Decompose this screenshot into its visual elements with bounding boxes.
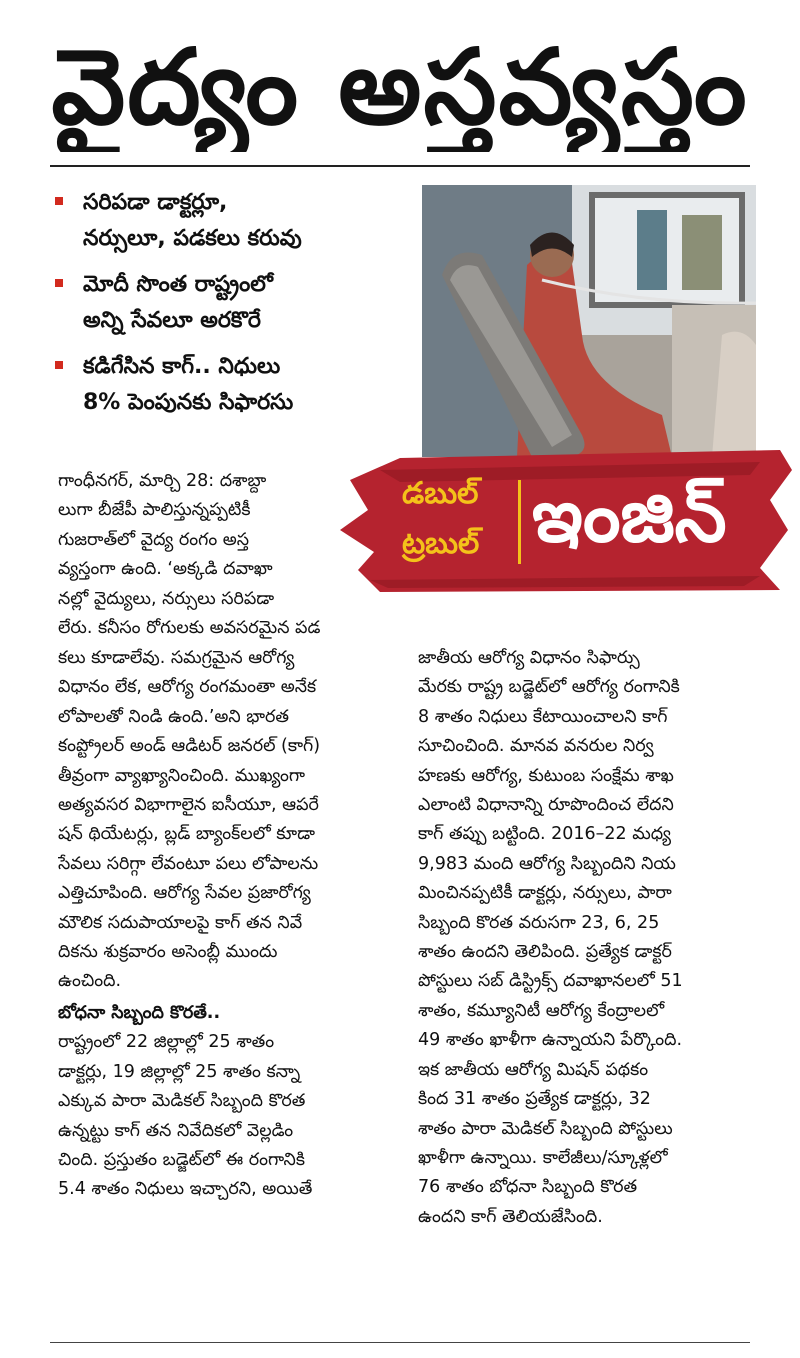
article-line: లేరు. కనీసం రోగులకు అవసరమైన పడ (58, 618, 321, 639)
article-line: నల్లో వైద్యులు, నర్సులు సరిపడా (58, 588, 275, 609)
article-line: సిబ్బంది కొరత వరుసగా 23, 6, 25 (418, 912, 660, 933)
article-line: మౌలిక సదుపాయాలపై కాగ్‌ తన నివే (58, 912, 303, 933)
double-trouble-engine-banner (340, 440, 792, 600)
article-line: 5.4 శాతం నిధులు ఇచ్చారని, అయితే (58, 1179, 313, 1200)
article-line: శాతం, కమ్యూనిటీ ఆరోగ్య కేంద్రాలలో (418, 1000, 665, 1021)
article-line: ఖాళీగా ఉన్నాయి. కాలేజీలు/స్కూళ్లలో (418, 1147, 668, 1168)
banner-engine-label: ఇంజిన్‌ (532, 473, 727, 559)
article-line: మించినప్పటికీ డాక్టర్లు, నర్సులు, పారా (418, 883, 672, 904)
banner-trouble-label: ట్రబుల్‌ (402, 526, 480, 561)
article-line: రాష్ట్రంలో 22 జిల్లాల్లో 25 శాతం (58, 1032, 275, 1053)
bullet-line: 8% పెంపునకు సిఫారసు (83, 390, 294, 415)
article-line: చింది. ప్రస్తుతం బడ్జెట్‌లో ఈ రంగానికి (58, 1149, 305, 1170)
article-line: ఎలాంటి విధానాన్ని రూపొందించ లేదని (418, 795, 674, 816)
article-line: ఇక జాతీయ ఆరోగ్య మిషన్‌ పథకం (418, 1059, 649, 1080)
article-column-left-top (58, 467, 336, 643)
article-line: తీవ్రంగా వ్యాఖ్యానించింది. ముఖ్యంగా (58, 765, 306, 786)
bullet-line: మోదీ సొంత రాష్ట్రంలో (83, 272, 273, 297)
article-line: 76 శాతం బోధనా సిబ్బంది కొరత (418, 1177, 638, 1198)
bullet-line: నర్సులూ, పడకలు కరువు (83, 226, 302, 251)
article-line: పోస్టులు సబ్‌ డిస్ట్రిక్స్‌ దవాఖానలలో 51 (418, 971, 683, 992)
bullet-line: అన్ని సేవలూ అరకొరే (83, 308, 261, 333)
article-line: శాతం ఉందని తెలిపింది. ప్రత్యేక డాక్టర్‌ (418, 942, 672, 963)
banner-double-label: డబుల్‌ (402, 476, 479, 511)
article-line: అత్యవసర విభాగాలైన ఐసీయూ, ఆపరే (58, 795, 319, 816)
article-line: ఉన్నట్టు కాగ్‌ తన నివేదికలో వెల్లడిం (58, 1120, 294, 1141)
article-line: ఉందని కాగ్‌ తెలియజేసింది. (418, 1206, 603, 1227)
article-line: సేవలు సరిగ్గా లేవంటూ పలు లోపాలను (58, 853, 319, 874)
article-line: కలు కూడాలేవు. సమగ్రమైన ఆరోగ్య (58, 648, 295, 668)
bullet-line: సరిపడా డాక్టర్లూ, (83, 190, 228, 215)
article-line: లోపాలతో నిండి ఉంది.’అని భారత (58, 706, 290, 727)
bullet-square-icon (55, 279, 63, 287)
article-line: షన్‌ థియేటర్లు, బ్లడ్‌ బ్యాంక్‌లలో కూడా (58, 824, 315, 845)
headline-rule (50, 165, 750, 167)
article-line: 8 శాతం నిధులు కేటాయించాలని కాగ్‌ (418, 706, 668, 727)
banner-divider (518, 480, 521, 564)
article-line: ఎత్తిచూపింది. ఆరోగ్య సేవల ప్రజారోగ్య (58, 883, 311, 904)
article-line: కాగ్‌ తప్పు బట్టింది. 2016–22 మధ్య (418, 824, 671, 845)
article-line: సూచించింది. మానవ వనరుల నిర్వ (418, 736, 654, 757)
bullet-square-icon (55, 197, 63, 205)
bullet-item (55, 349, 415, 421)
bullet-item (55, 267, 415, 339)
article-line: కంప్ట్రోలర్‌ అండ్‌ ఆడిటర్‌ జనరల్‌ (కాగ్‌) (58, 736, 321, 757)
article-line: లుగా బీజేపీ పాలిస్తున్నప్పటికీ (58, 500, 251, 521)
bullet-square-icon (55, 361, 63, 369)
news-photo (422, 185, 756, 457)
article-line: హణకు ఆరోగ్య, కుటుంబ సంక్షేమ శాఖ (418, 765, 674, 786)
bullet-list (55, 185, 415, 431)
article-line: కింద 31 శాతం ప్రత్యేక డాక్టర్లు, 32 (418, 1089, 651, 1110)
bullet-line: కడిగేసిన కాగ్‌.. నిధులు (83, 354, 281, 379)
article-line: 49 శాతం ఖాళీగా ఉన్నాయని పేర్కొంది. (418, 1030, 683, 1051)
bottom-rule (50, 1342, 750, 1343)
article-line: గుజరాత్‌లో వైద్య రంగం అస్త (58, 529, 250, 550)
headline: వైద్యం అస్తవ్యస్తం (51, 26, 749, 148)
article-column-left (58, 644, 403, 1205)
article-line: మేరకు రాష్ట్ర బడ్జెట్‌లో ఆరోగ్య రంగానికి (418, 677, 680, 698)
bullet-item (55, 185, 415, 257)
article-line: డాక్టర్లు, 19 జిల్లాల్లో 25 శాతం కన్నా (58, 1061, 301, 1082)
article-line: ఎక్కువ పారా మెడికల్‌ సిబ్బంది కొరత (58, 1091, 306, 1112)
article-column-right (418, 644, 760, 1232)
patient-with-oxygen-cylinder-photo (422, 185, 756, 457)
article-line: విధానం లేక, ఆరోగ్య రంగమంతా అనేక (58, 677, 317, 698)
article-line: 9,983 మంది ఆరోగ్య సిబ్బందిని నియ (418, 853, 676, 874)
article-line: దికను శుక్రవారం అసెంబ్లీ ముందు (58, 942, 278, 963)
article-line: జాతీయ ఆరోగ్య విధానం సిఫార్సు (418, 648, 640, 668)
article-line: శాతం పారా మెడికల్‌ సిబ్బంది పోస్టులు (418, 1118, 673, 1139)
article-line: ఉంచింది. (58, 971, 122, 992)
section-subheading: బోధనా సిబ్బంది కొరతే.. (58, 1002, 221, 1023)
article-line: వ్యస్తంగా ఉంది. ‘అక్కడి దవాఖా (58, 559, 273, 580)
article-line: గాంధీనగర్‌, మార్చి 28: దశాబ్దా (58, 471, 267, 491)
